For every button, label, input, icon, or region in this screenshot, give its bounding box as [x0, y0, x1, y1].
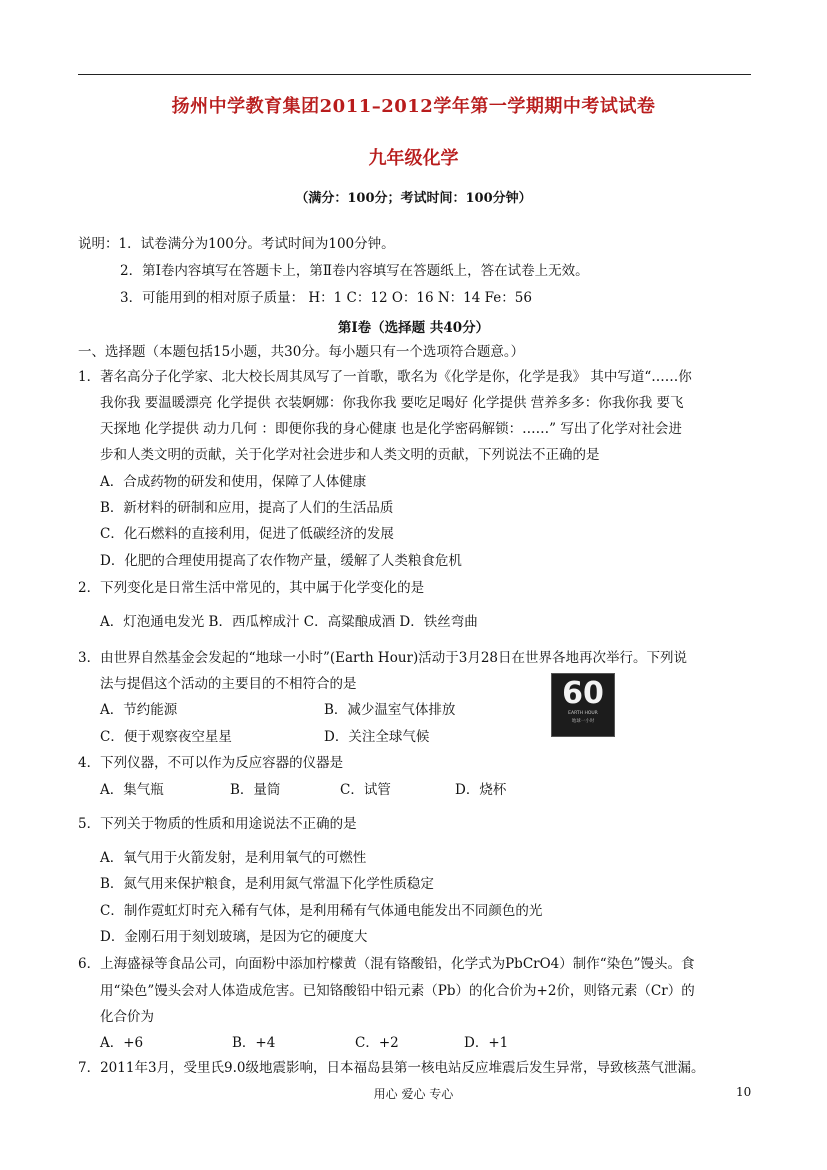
note-line-3: 3．可能用到的相对原子质量： H：1 C：12 O：16 N：14 Fe：56 — [120, 290, 532, 306]
q5-option-d: D．金刚石用于刻划玻璃，是因为它的硬度大 — [100, 929, 368, 945]
q1-option-b: B．新材料的研制和应用，提高了人们的生活品质 — [100, 500, 394, 516]
q1-option-c: C．化石燃料的直接利用，促进了低碳经济的发展 — [100, 526, 394, 542]
q6-line-2: 用“染色”馒头会对人体造成危害。已知铬酸铅中铅元素（Pb）的化合价为+2价，则铬元素（Cr）的 — [100, 983, 695, 999]
footer-motto: 用心 爱心 专心 — [373, 1087, 454, 1101]
section-title: 第Ⅰ卷（选择题 共40分） — [337, 320, 490, 336]
q6-option-b: B．+4 — [232, 1035, 276, 1051]
page-number: 10 — [736, 1085, 752, 1099]
earth-hour-caption-cn: 地球一小时 — [571, 719, 595, 724]
exam-meta: （满分：100分；考试时间：100分钟） — [295, 191, 532, 206]
q1-line-4: 步和人类文明的贡献，关于化学对社会进步和人类文明的贡献，下列说法不正确的是 — [100, 447, 600, 463]
note-line-2: 2．第Ⅰ卷内容填写在答题卡上，第Ⅱ卷内容填写在答题纸上，答在试卷上无效。 — [120, 263, 589, 279]
q4-option-d: D．烧杯 — [455, 782, 507, 798]
q4-option-a: A．集气瓶 — [100, 782, 164, 798]
q4-option-c: C．试管 — [340, 782, 391, 798]
q6-line-3: 化合价为 — [100, 1009, 154, 1025]
q3-option-d: D．关注全球气候 — [324, 729, 430, 745]
part-heading: 一、选择题（本题包括15小题，共30分。每小题只有一个选项符合题意。） — [78, 344, 525, 360]
q1-line-2: 我你我 要温暖漂亮 化学提供 衣装婀娜：你我你我 要吃足喝好 化学提供 营养多多：你我你我 要飞 — [100, 395, 684, 411]
q7-line-1: 7．2011年3月，受里氏9.0级地震影响，日本福岛县第一核电站反应堆震后发生异常，导致核蒸气泄漏。 — [78, 1060, 705, 1076]
q3-line-2: 法与提倡这个活动的主要目的不相符合的是 — [100, 676, 357, 692]
q2-options: A．灯泡通电发光 B．西瓜榨成汁 C．高粱酿成酒 D．铁丝弯曲 — [100, 614, 478, 630]
q5-option-b: B．氮气用来保护粮食，是利用氮气常温下化学性质稳定 — [100, 876, 434, 892]
header-rule — [78, 74, 751, 75]
q1-option-d: D．化肥的合理使用提高了农作物产量，缓解了人类粮食危机 — [100, 553, 462, 569]
exam-title: 扬州中学教育集团2011–2012学年第一学期期中考试试卷 — [171, 96, 656, 117]
q1-line-3: 天探地 化学提供 动力几何 ：即便你我的身心健康 也是化学密码解锁：……” 写出了化学对社会进 — [100, 421, 682, 437]
earth-hour-image — [551, 673, 615, 737]
q3-line-1: 3．由世界自然基金会发起的“地球一小时”(Earth Hour)活动于3月28日在世界各地再次举行。下列说 — [78, 650, 688, 666]
q1-option-a: A．合成药物的研发和使用，保障了人体健康 — [100, 474, 367, 490]
q4-stem: 4．下列仪器，不可以作为反应容器的仪器是 — [78, 755, 344, 771]
earth-hour-caption: EARTH HOUR — [568, 711, 598, 716]
q3-option-c: C．便于观察夜空星星 — [100, 729, 232, 745]
q2-stem: 2．下列变化是日常生活中常见的，其中属于化学变化的是 — [78, 580, 425, 596]
note-line-1: 说明：1．试卷满分为100分。考试时间为100分钟。 — [78, 236, 395, 252]
earth-hour-60: 60 — [562, 676, 604, 711]
q6-option-c: C．+2 — [355, 1035, 399, 1051]
q3-option-b: B．减少温室气体排放 — [324, 702, 456, 718]
q6-option-a: A．+6 — [100, 1035, 144, 1051]
q6-option-d: D．+1 — [464, 1035, 509, 1051]
q5-stem: 5．下列关于物质的性质和用途说法不正确的是 — [78, 816, 357, 832]
q5-option-c: C．制作霓虹灯时充入稀有气体，是利用稀有气体通电能发出不同颜色的光 — [100, 903, 543, 919]
q3-option-a: A．节约能源 — [100, 702, 178, 718]
q4-option-b: B．量筒 — [230, 782, 281, 798]
q5-option-a: A．氧气用于火箭发射，是利用氧气的可燃性 — [100, 850, 367, 866]
q1-line-1: 1．著名高分子化学家、北大校长周其凤写了一首歌，歌名为《化学是你，化学是我》 其中写道“……你 — [78, 369, 692, 385]
q6-line-1: 6．上海盛禄等食品公司，向面粉中添加柠檬黄（混有铬酸铅，化学式为PbCrO4）制作“染色”馒头。食 — [78, 956, 695, 972]
exam-subtitle: 九年级化学 — [368, 148, 459, 169]
